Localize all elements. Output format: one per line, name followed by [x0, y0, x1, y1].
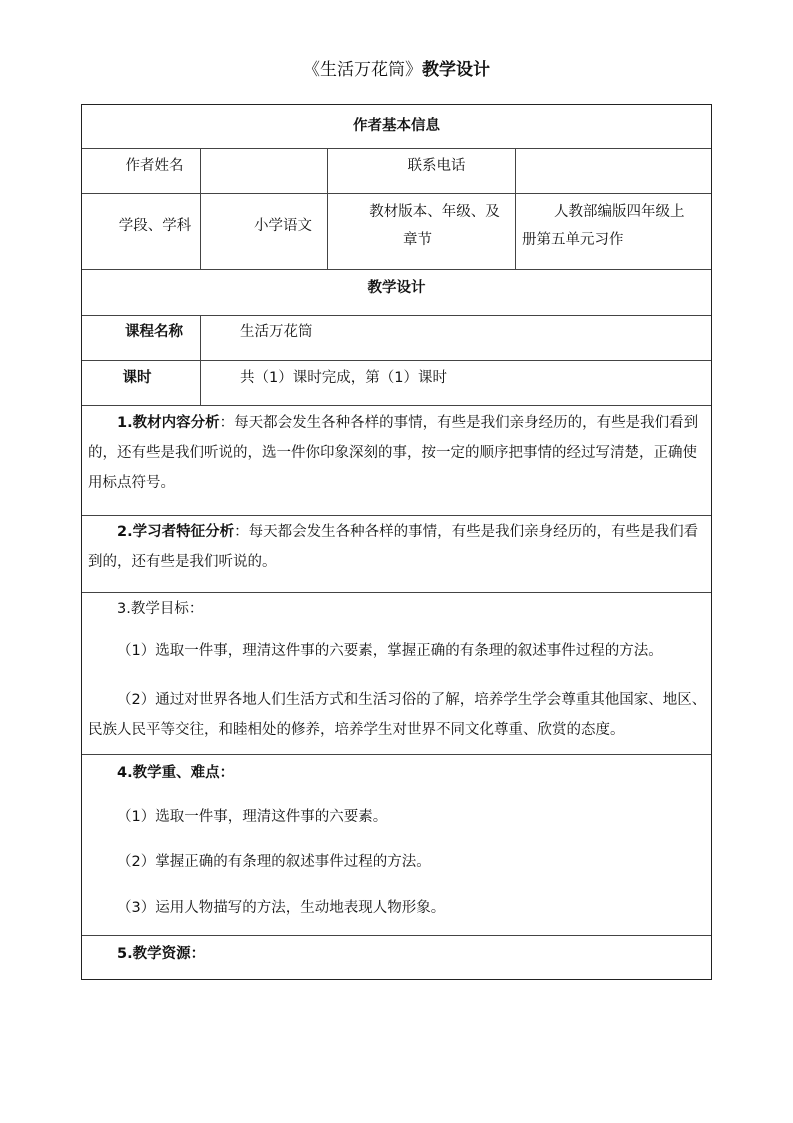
- row-divider: [82, 193, 711, 194]
- row-divider: [82, 515, 711, 516]
- lesson-plan-table: [81, 104, 712, 980]
- resources-title: 5.教学资源：: [117, 946, 206, 962]
- row-divider: [82, 269, 711, 270]
- edition-label-line2: 章节: [403, 232, 432, 248]
- row-divider: [82, 405, 711, 406]
- row-divider: [82, 315, 711, 316]
- phone-label: 联系电话: [407, 158, 466, 174]
- learner-analysis-section: 2.学习者特征分析：每天都会发生各种各样的事情，有些是我们亲身经历的，有些是我们看到的，还有些是我们听说的。: [88, 524, 699, 570]
- row-divider: [82, 754, 711, 755]
- subject-value: 小学语文: [254, 218, 312, 234]
- edition-label-line1: 教材版本、年级、及: [369, 204, 500, 220]
- course-name-value: 生活万花筒: [240, 324, 313, 340]
- key-points-title: 4.教学重、难点：: [117, 765, 235, 781]
- period-value: 共（1）课时完成，第（1）课时: [240, 370, 447, 386]
- document-title-bold: 教学设计: [422, 60, 490, 80]
- course-name-label: 课程名称: [125, 324, 183, 340]
- content-analysis-text: 每天都会发生各种各样的事情，有些是我们亲身经历的，有些是我们看到的，还有些是我们听说的，选一件你印象深刻的事，按一定的顺序把事情的经过写清楚，正确使用标点符号。: [88, 415, 699, 491]
- period-label: 课时: [122, 370, 152, 386]
- content-analysis-title: 1.教材内容分析: [117, 415, 220, 431]
- key-point-item: （3）运用人物描写的方法，生动地表现人物形象。: [117, 900, 446, 916]
- author-name-label: 作者姓名: [125, 158, 184, 174]
- objectives-title: 3.教学目标：: [117, 601, 204, 617]
- row-divider: [82, 360, 711, 361]
- row-divider: [82, 935, 711, 936]
- objective-item: （1）选取一件事，理清这件事的六要素，掌握正确的有条理的叙述事件过程的方法。: [117, 643, 663, 659]
- row-divider: [82, 148, 711, 149]
- content-analysis-section: 1.教材内容分析：每天都会发生各种各样的事情，有些是我们亲身经历的，有些是我们看到的，还有些是我们听说的，选一件你印象深刻的事，按一定的顺序把事情的经过写清楚，正确使用标点符号。: [88, 415, 699, 491]
- edition-value-line1: 人教部编版四年级上: [554, 204, 685, 220]
- learner-analysis-text: 每天都会发生各种各样的事情，有些是我们亲身经历的，有些是我们看到的，还有些是我们听说的。: [88, 524, 699, 570]
- row-divider: [82, 592, 711, 593]
- document-title: [0, 58, 793, 82]
- learner-analysis-title: 2.学习者特征分析: [117, 524, 235, 540]
- key-point-item: （1）选取一件事，理清这件事的六要素。: [117, 809, 388, 825]
- objective-item: （2）通过对世界各地人们生活方式和生活习俗的了解，培养学生学会尊重其他国家、地区、民族人民平等交往，和睦相处的修养，培养学生对世界不同文化尊重、欣赏的态度。: [88, 692, 707, 738]
- edition-value-line2: 册第五单元习作: [522, 232, 624, 248]
- design-header: 教学设计: [367, 280, 426, 296]
- subject-label: 学段、学科: [118, 218, 192, 234]
- author-info-header: 作者基本信息: [353, 118, 440, 134]
- document-title-main: 《生活万花筒》: [303, 60, 422, 80]
- key-point-item: （2）掌握正确的有条理的叙述事件过程的方法。: [117, 854, 431, 870]
